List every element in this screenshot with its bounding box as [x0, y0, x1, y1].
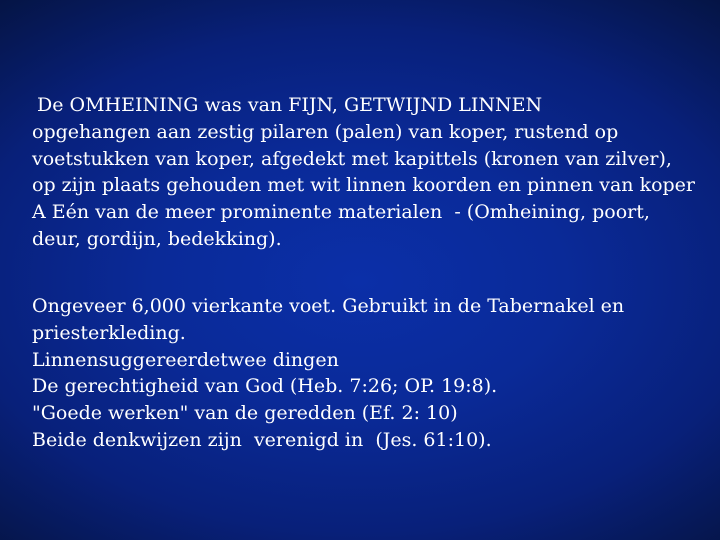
text-line: Ongeveer 6,000 vierkante voet. Gebruikt in de Tabernakel en — [32, 295, 625, 317]
paragraph-omheining — [32, 92, 720, 253]
text-line: voetstukken van koper, afgedekt met kapittels (kronen van zilver), — [32, 147, 672, 170]
text-line: Beide denkwijzen zijn verenigd in (Jes. 61:10). — [32, 428, 492, 451]
text-line: De OMHEINING was van FIJN, GETWIJND LINNEN — [37, 94, 543, 116]
text-line: Linnensuggereerdetwee dingen — [32, 348, 339, 371]
text-line: De gerechtigheid van God (Heb. 7:26; OP. 19:8). — [32, 375, 498, 398]
paragraph-linnen — [32, 293, 720, 454]
text-line: "Goede werken" van de geredden (Ef. 2: 10) — [32, 402, 458, 425]
text-line: op zijn plaats gehouden met wit linnen koorden en pinnen van koper — [32, 174, 696, 197]
text-line: opgehangen aan zestig pilaren (palen) van koper, rustend op — [32, 120, 619, 143]
text-line: A Eén van de meer prominente materialen - (Omheining, poort, — [32, 201, 650, 224]
text-line: priesterkleding. — [32, 321, 186, 344]
text-line: deur, gordijn, bedekking). — [32, 227, 282, 250]
